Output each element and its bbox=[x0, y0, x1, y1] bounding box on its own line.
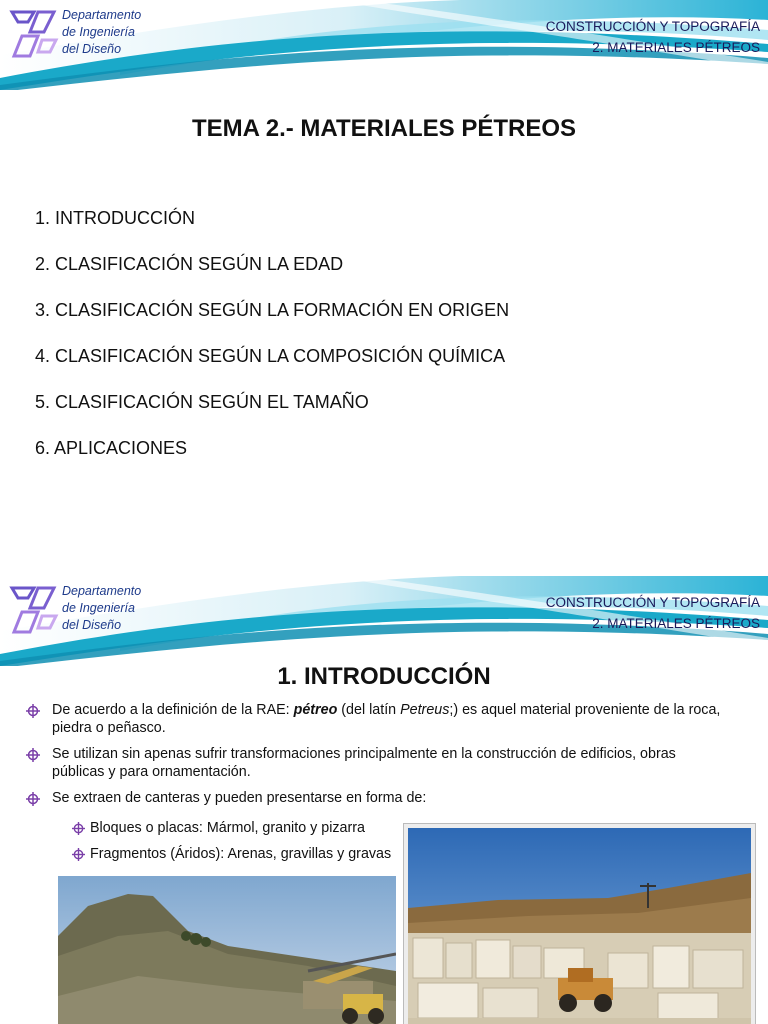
marble-quarry-image bbox=[408, 828, 751, 1024]
toc-item: 6. APLICACIONES bbox=[35, 438, 188, 458]
term-petreo: pétreo bbox=[293, 702, 338, 718]
dept-line: Departamento bbox=[62, 584, 142, 598]
department-logo-icon bbox=[8, 6, 60, 68]
slide-header bbox=[0, 576, 768, 666]
sub-bullet-text: Bloques o placas: Mármol, granito y pizarra bbox=[90, 820, 365, 836]
course-topic: 2. MATERIALES PÉTREOS bbox=[592, 40, 760, 55]
department-logo-icon bbox=[8, 582, 60, 644]
course-label bbox=[546, 592, 760, 634]
course-title: CONSTRUCCIÓN Y TOPOGRAFÍA bbox=[545, 595, 760, 610]
bullet-text: (del latín bbox=[337, 702, 401, 718]
dept-line: de Ingeniería bbox=[62, 25, 135, 39]
toc-item: 3. CLASIFICACIÓN SEGÚN LA FORMACIÓN EN ORIGEN bbox=[35, 300, 510, 320]
bullet-list bbox=[22, 701, 722, 815]
course-label bbox=[546, 16, 760, 58]
gravel-quarry-photo bbox=[58, 876, 396, 1024]
toc-item: 2. CLASIFICACIÓN SEGÚN LA EDAD bbox=[35, 254, 344, 274]
bullet-item bbox=[22, 745, 722, 781]
slide-header bbox=[0, 0, 768, 90]
bullet-text: ;) es aquel material proveniente de la roca, piedra o peñasco. bbox=[52, 702, 721, 736]
crosshair-bullet-icon bbox=[26, 704, 40, 718]
gravel-quarry-image bbox=[58, 876, 396, 1024]
crosshair-bullet-icon bbox=[26, 748, 40, 762]
dept-line: del Diseño bbox=[62, 618, 122, 632]
crosshair-bullet-icon bbox=[72, 822, 85, 835]
table-of-contents bbox=[35, 208, 509, 484]
toc-item: 5. CLASIFICACIÓN SEGÚN EL TAMAÑO bbox=[35, 392, 369, 412]
department-name bbox=[62, 583, 141, 634]
toc-item: 4. CLASIFICACIÓN SEGÚN LA COMPOSICIÓN QUÍMICA bbox=[35, 346, 506, 366]
marble-quarry-photo bbox=[408, 828, 751, 1024]
sub-bullet-text: Fragmentos (Áridos): Arenas, gravillas y gravas bbox=[90, 846, 392, 862]
bullet-item bbox=[22, 789, 722, 807]
bullet-text: Se extraen de canteras y pueden presentarse en forma de: bbox=[52, 790, 427, 806]
course-topic: 2. MATERIALES PÉTREOS bbox=[592, 616, 760, 631]
term-latin: Petreus bbox=[400, 702, 450, 718]
bullet-item bbox=[22, 701, 722, 737]
sub-bullet-item bbox=[72, 845, 391, 863]
section-heading: 1. INTRODUCCIÓN bbox=[277, 663, 491, 690]
dept-line: de Ingeniería bbox=[62, 601, 135, 615]
sub-bullet-list bbox=[72, 819, 391, 871]
crosshair-bullet-icon bbox=[72, 848, 85, 861]
department-name bbox=[62, 7, 141, 58]
sub-bullet-item bbox=[72, 819, 391, 837]
course-title: CONSTRUCCIÓN Y TOPOGRAFÍA bbox=[545, 19, 760, 34]
slide-title-heading: TEMA 2.- MATERIALES PÉTREOS bbox=[191, 115, 577, 142]
dept-line: del Diseño bbox=[62, 42, 122, 56]
dept-line: Departamento bbox=[62, 8, 142, 22]
crosshair-bullet-icon bbox=[26, 792, 40, 806]
bullet-text: Se utilizan sin apenas sufrir transformaciones principalmente en la construcción de edificios, obras públicas y para ornamentación. bbox=[52, 746, 676, 780]
toc-item: 1. INTRODUCCIÓN bbox=[35, 208, 196, 228]
bullet-text: De acuerdo a la definición de la RAE: bbox=[52, 702, 294, 718]
slide-introduction bbox=[0, 576, 768, 1024]
